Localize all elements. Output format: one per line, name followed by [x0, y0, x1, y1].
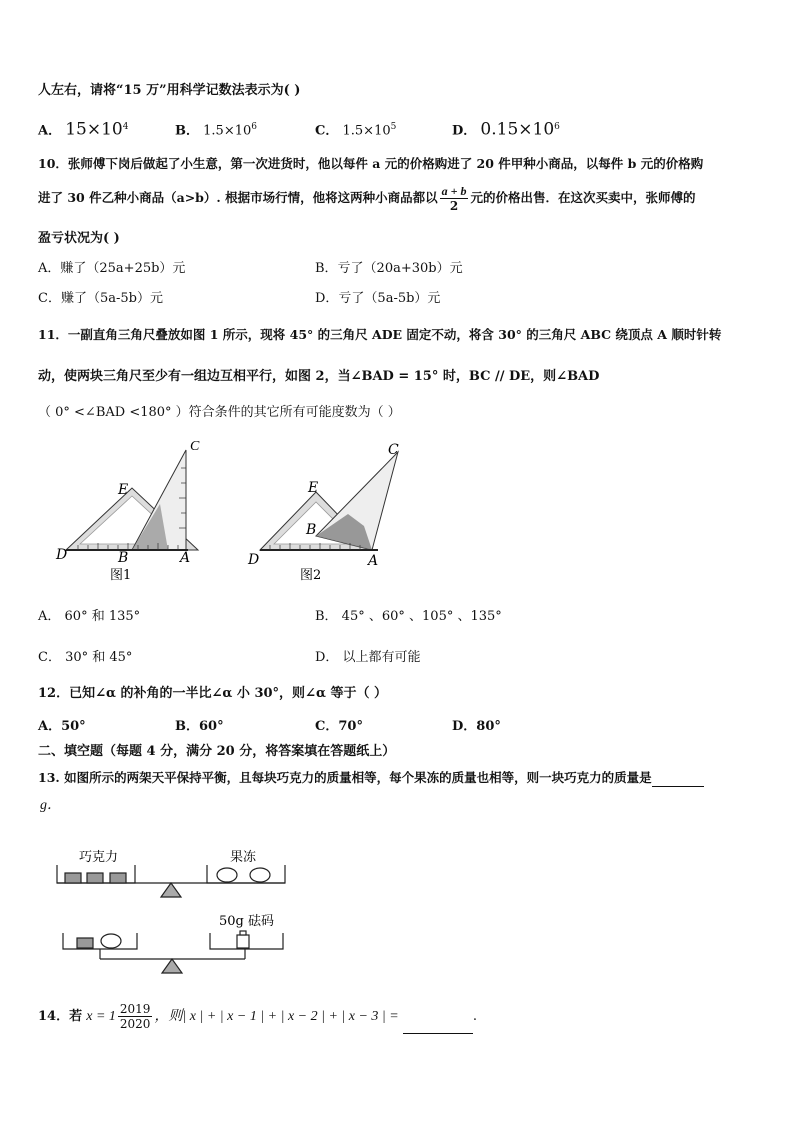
q11-figures [48, 438, 508, 588]
balance-figure [55, 845, 295, 985]
q11-line2: 动，使两块三角尺至少有一组边互相平行，如图 2，当∠BAD = 15° 时，BC // DE，则∠BAD [38, 369, 600, 384]
q10-option-c[interactable]: C．赚了（5a-5b）元 [38, 291, 163, 306]
q14-stem: 14．若 x = 1 $\frac{2019}{2020}$ ，则| x | + | x − 1 | + | x − 2 | + | x − 3 | = . [38, 1000, 477, 1034]
q11-line3: （ 0° <∠BAD <180° ）符合条件的其它所有可能度数为（ ） [38, 405, 401, 420]
q13-line1: 13. 如图所示的两架天平保持平衡，且每块巧克力的质量相等，每个果冻的质量也相等，则一块巧克力的质量是 [38, 769, 704, 787]
figure-1 [55, 439, 200, 583]
q10-line2: 进了 30 件乙种小商品（a>b）. 根据市场行情，他将这两种小商品都以 $\frac{a + b}{2}$ 元的价格出售．在这次买卖中，张师傅的 [38, 184, 696, 213]
section-2-heading: 二、填空题（每题 4 分，满分 20 分，将答案填在答题纸上） [38, 744, 396, 759]
q9-stem: 人左右，请将“15 万”用科学记数法表示为( ) [38, 83, 301, 98]
q11-line1: 11．一副直角三角尺叠放如图 1 所示，现将 45° 的三角尺 ADE 固定不动，将含 30° 的三角尺 ABC 绕顶点 A 顺时针转 [38, 327, 722, 342]
q10-fraction: $\frac{a + b}{2}$ [441, 184, 467, 213]
q12-option-d[interactable]: D．80° [452, 719, 501, 734]
svg-text:A: A [368, 553, 379, 569]
svg-text:B: B [306, 522, 317, 538]
svg-text:C: C [388, 442, 399, 458]
chocolate-icon [87, 873, 103, 883]
q9-option-d[interactable]: D． $0.15\times 10^6$ [452, 119, 560, 140]
svg-text:D: D [248, 552, 260, 568]
q12-option-c[interactable]: C．70° [315, 719, 363, 734]
jelly-label: 果冻 [230, 850, 257, 865]
figure-2 [247, 442, 399, 583]
svg-text:D: D [56, 547, 68, 563]
chocolate-icon [77, 938, 93, 948]
q11-option-d[interactable]: D． 以上都有可能 [315, 650, 421, 665]
q11-option-c[interactable]: C． 30° 和 45° [38, 650, 133, 665]
figure-1-caption: 图1 [110, 568, 132, 583]
weight-icon [237, 935, 249, 948]
q9-option-a[interactable]: A． $15\times 10^4$ [38, 119, 129, 140]
q9-option-c[interactable]: C． $1.5\times 10^5$ [315, 122, 397, 139]
svg-text:B: B [118, 550, 129, 566]
q12-option-b[interactable]: B．60° [175, 719, 224, 734]
weight-label: 50g 砝码 [219, 914, 274, 929]
svg-text:A: A [180, 550, 191, 566]
q10-line1: 10．张师傅下岗后做起了小生意，第一次进货时，他以每件 a 元的价格购进了 20 件甲种小商品，以每件 b 元的价格购 [38, 156, 704, 171]
q10-line3: 盈亏状况为( ) [38, 231, 120, 246]
q10-option-b[interactable]: B．亏了（20a+30b）元 [315, 261, 463, 276]
q14-answer-blank[interactable] [403, 1017, 473, 1034]
figure-2-caption: 图2 [300, 568, 322, 583]
chocolate-icon [110, 873, 126, 883]
q10-option-a[interactable]: A．赚了（25a+25b）元 [38, 261, 186, 276]
jelly-icon [217, 868, 237, 882]
q13-unit: g． [40, 798, 61, 813]
jelly-icon [250, 868, 270, 882]
q12-stem: 12．已知∠α 的补角的一半比∠α 小 30°，则∠α 等于（ ） [38, 686, 388, 701]
svg-text:C: C [190, 439, 200, 454]
chocolate-label: 巧克力 [79, 850, 119, 865]
q11-option-a[interactable]: A． 60° 和 135° [38, 609, 141, 624]
q11-option-b[interactable]: B． 45° 、60° 、105° 、135° [315, 609, 502, 624]
svg-text:E: E [308, 480, 319, 496]
jelly-icon [101, 934, 121, 948]
q14-fraction: $\frac{2019}{2020}$ [119, 1002, 151, 1031]
q9-option-b[interactable]: B． $1.5\times 10^6$ [175, 122, 257, 139]
balance-bottom [63, 931, 283, 973]
svg-text:E: E [118, 482, 129, 498]
q13-answer-blank[interactable] [652, 786, 704, 787]
chocolate-icon [65, 873, 81, 883]
q12-option-a[interactable]: A．50° [38, 719, 86, 734]
q10-option-d[interactable]: D．亏了（5a-5b）元 [315, 291, 441, 306]
balance-top [57, 865, 285, 897]
